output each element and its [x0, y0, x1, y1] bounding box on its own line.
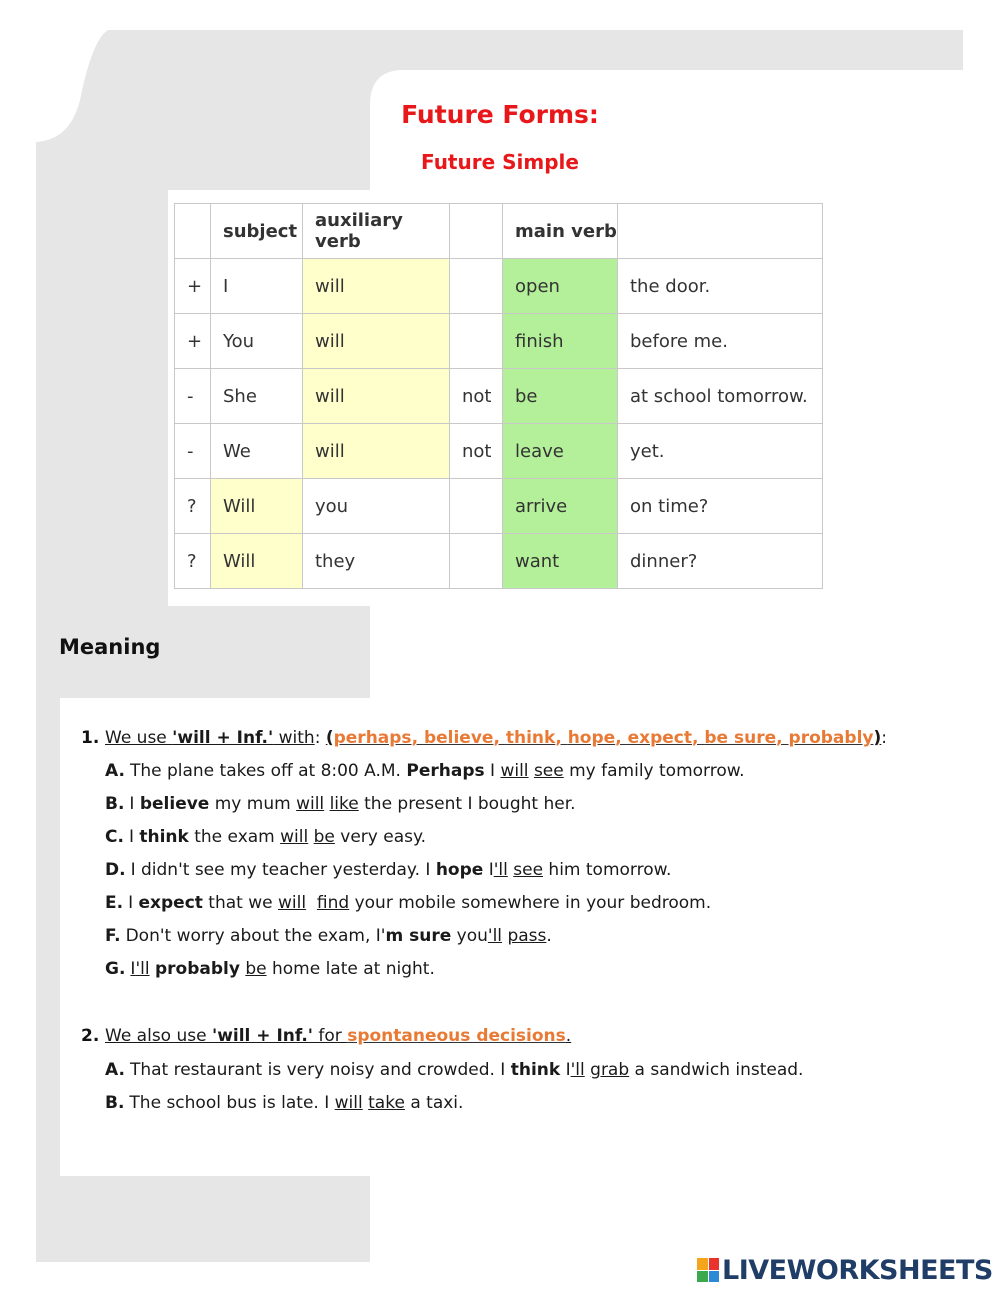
list-number: 1. — [81, 728, 100, 748]
logo-text: LIVEWORKSHEETS — [722, 1254, 993, 1286]
rest-cell: on time? — [618, 479, 823, 534]
table-row — [175, 534, 823, 589]
header-cell — [618, 204, 823, 259]
header-cell — [450, 204, 503, 259]
rest-cell: the door. — [618, 259, 823, 314]
main-verb-cell: finish — [503, 314, 618, 369]
page-title: Future Forms: — [401, 100, 599, 129]
auxiliary-cell: Will — [211, 534, 303, 589]
auxiliary-cell: Will — [211, 479, 303, 534]
auxiliary-cell: will — [303, 259, 450, 314]
negation-cell — [450, 534, 503, 589]
subject-cell: We — [211, 424, 303, 479]
sign-cell: ? — [175, 479, 211, 534]
negation-cell — [450, 259, 503, 314]
logo-icon — [697, 1258, 719, 1282]
example-line: B. I believe my mum will like the present I bought her. — [105, 794, 576, 814]
liveworksheets-logo — [697, 1255, 993, 1285]
grammar-table-panel — [168, 192, 832, 606]
negation-cell — [450, 479, 503, 534]
subject-cell: I — [211, 259, 303, 314]
rest-cell: at school tomorrow. — [618, 369, 823, 424]
sign-cell: ? — [175, 534, 211, 589]
example-line: C. I think the exam will be very easy. — [105, 827, 427, 847]
subject-cell: you — [303, 479, 450, 534]
sign-cell: + — [175, 314, 211, 369]
negation-cell — [450, 314, 503, 369]
table-row — [175, 424, 823, 479]
negation-cell: not — [450, 424, 503, 479]
header-cell — [175, 204, 211, 259]
table-header-row — [175, 204, 823, 259]
section2-lead: We also use 'will + Inf.' for spontaneous decisions. — [105, 1026, 572, 1046]
grammar-table — [174, 203, 823, 589]
meaning-heading: Meaning — [59, 635, 161, 659]
main-verb-cell: want — [503, 534, 618, 589]
rest-cell: before me. — [618, 314, 823, 369]
main-verb-cell: be — [503, 369, 618, 424]
section1-lead: We use 'will + Inf.' with: (perhaps, believe, think, hope, expect, be sure, probably): — [105, 728, 887, 748]
subject-cell: She — [211, 369, 303, 424]
rest-cell: dinner? — [618, 534, 823, 589]
negation-cell: not — [450, 369, 503, 424]
table-row — [175, 259, 823, 314]
list-number: 2. — [81, 1026, 100, 1046]
sign-cell: - — [175, 424, 211, 479]
main-verb-cell: open — [503, 259, 618, 314]
subject-cell: You — [211, 314, 303, 369]
header-cell: main verb — [503, 204, 618, 259]
sign-cell: + — [175, 259, 211, 314]
auxiliary-cell: will — [303, 314, 450, 369]
sign-cell: - — [175, 369, 211, 424]
example-line: A. That restaurant is very noisy and crowded. I think I'll grab a sandwich instead. — [105, 1060, 804, 1080]
table-row — [175, 479, 823, 534]
page-subtitle: Future Simple — [421, 150, 579, 174]
example-line: G. I'll probably be home late at night. — [105, 959, 435, 979]
example-line: F. Don't worry about the exam, I'm sure you'll pass. — [105, 926, 552, 946]
main-verb-cell: arrive — [503, 479, 618, 534]
main-verb-cell: leave — [503, 424, 618, 479]
example-line: A. The plane takes off at 8:00 A.M. Perhaps I will see my family tomorrow. — [105, 761, 745, 781]
table-row — [175, 369, 823, 424]
header-cell: auxiliary verb — [303, 204, 450, 259]
subject-cell: they — [303, 534, 450, 589]
table-row — [175, 314, 823, 369]
example-line: D. I didn't see my teacher yesterday. I hope I'll see him tomorrow. — [105, 860, 672, 880]
example-line: B. The school bus is late. I will take a taxi. — [105, 1093, 464, 1113]
example-line: E. I expect that we will find your mobile somewhere in your bedroom. — [105, 893, 712, 913]
rest-cell: yet. — [618, 424, 823, 479]
auxiliary-cell: will — [303, 424, 450, 479]
auxiliary-cell: will — [303, 369, 450, 424]
header-cell: subject — [211, 204, 303, 259]
